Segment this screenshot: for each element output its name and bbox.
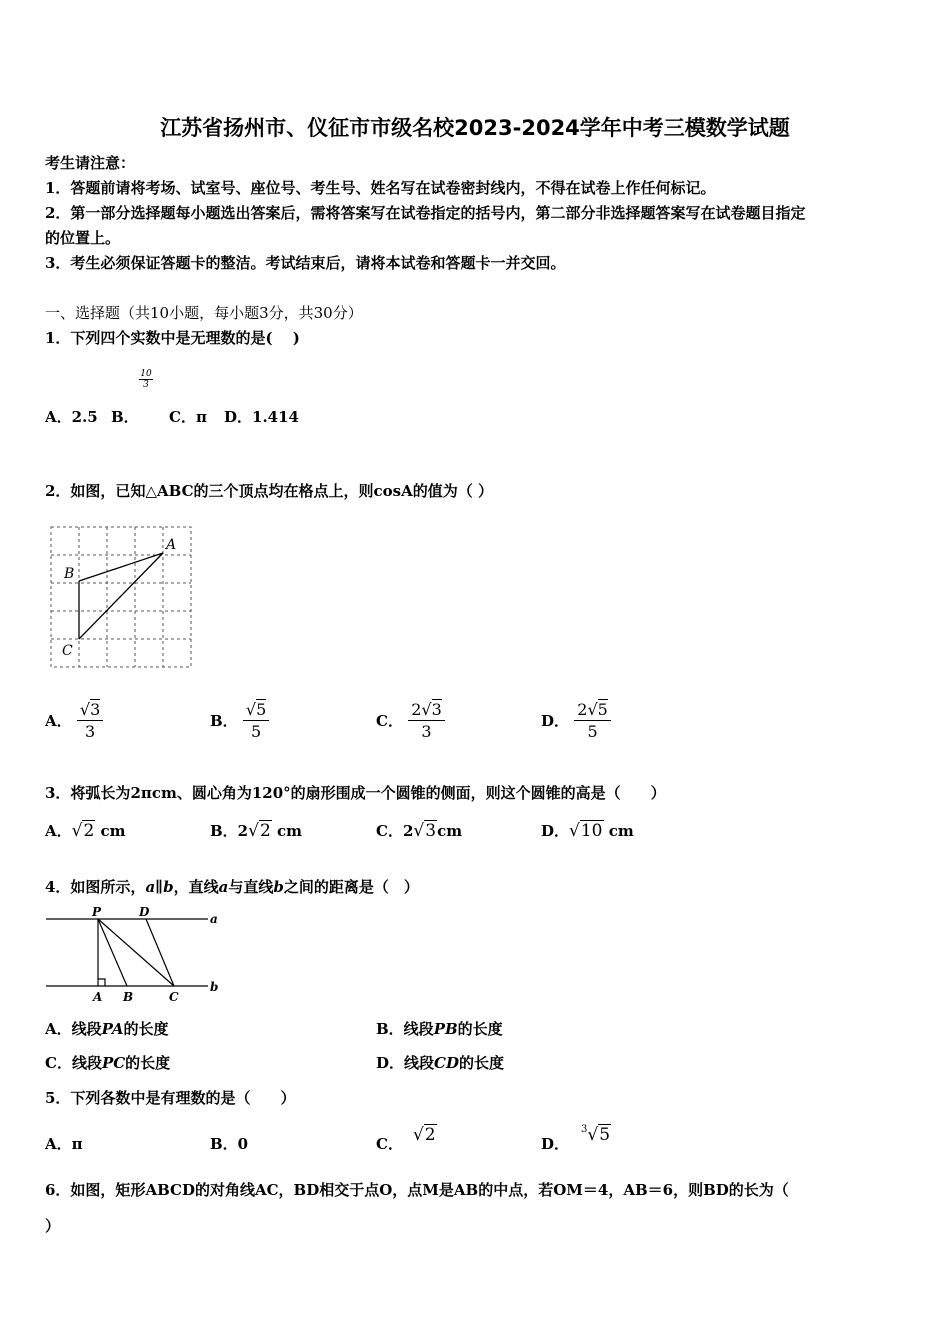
q3-option-d: D．√10 cm <box>541 821 634 841</box>
q2-option-a: A． $\frac{√3}{3}$ <box>45 700 103 741</box>
q4-label-d: D <box>139 905 150 919</box>
q2-label-c: C <box>62 643 73 659</box>
q3-option-a: A．√2 cm <box>45 821 126 841</box>
q4-label-b: B <box>123 990 134 1004</box>
q5-option-c: C． √2 <box>376 1125 436 1153</box>
notice-item-2: 2．第一部分选择题每小题选出答案后，需将答案写在试卷指定的括号内，第二部分非选择题答案写在试卷题目指定 <box>45 204 806 222</box>
q3-option-c: C．2√3cm <box>376 821 463 841</box>
notice-item-1: 1．答题前请将考场、试室号、座位号、考生号、姓名写在试卷密封线内，不得在试卷上作任何标记。 <box>45 179 716 197</box>
q2-option-b: B． $\frac{√5}{5}$ <box>210 700 269 741</box>
q4-label-line-a: a <box>210 912 218 926</box>
q1-fraction-den: 3 <box>143 380 149 390</box>
q1-fraction-num: 10 <box>140 369 152 379</box>
notice-item-2-cont: 的位置上。 <box>45 229 121 247</box>
q1-option-d: D．1.414 <box>224 408 299 426</box>
q1-option-c: C．π <box>169 408 207 426</box>
q4-label-a: A <box>93 990 103 1004</box>
q5-stem: 5．下列各数中是有理数的是（ ） <box>45 1089 296 1107</box>
section-heading: 一、选择题（共10小题，每小题3分，共30分） <box>45 304 363 322</box>
q4-option-d: D．线段CD的长度 <box>376 1054 504 1072</box>
q4-parallel-figure <box>44 903 224 1007</box>
q2-label-a: A <box>166 537 177 553</box>
q4-segment-dc <box>146 919 174 986</box>
q2-side-ca <box>79 553 163 639</box>
q6-stem: 6．如图，矩形ABCD的对角线AC，BD相交于点O，点M是AB的中点，若OM＝4，AB＝6，则BD的长为（ <box>45 1181 789 1199</box>
notice-heading: 考生请注意： <box>45 154 136 172</box>
q2-label-b: B <box>64 566 75 582</box>
q2-side-ab <box>79 553 163 581</box>
q5-option-b: B．0 <box>210 1135 249 1153</box>
q4-right-angle-mark <box>98 979 105 986</box>
q4-stem: 4．如图所示，a∥b，直线a与直线b之间的距离是（ ） <box>45 878 419 896</box>
q4-label-line-b: b <box>210 980 219 994</box>
q4-segment-pc <box>98 919 174 986</box>
q1-option-b: B． <box>111 408 139 426</box>
q2-option-d: D． $\frac{2√5}{5}$ <box>541 700 611 741</box>
q1-fraction <box>139 369 153 390</box>
q6-stem-end: ） <box>45 1217 61 1235</box>
q5-option-a: A．π <box>45 1135 83 1153</box>
q3-option-b: B．2√2 cm <box>210 821 303 841</box>
q1-stem: 1．下列四个实数中是无理数的是( ) <box>45 329 300 347</box>
q2-stem: 2．如图，已知△ABC的三个顶点均在格点上，则cosA的值为（ ） <box>45 482 493 500</box>
q2-grid-figure <box>45 522 197 672</box>
q4-option-a: A．线段PA的长度 <box>45 1020 169 1038</box>
page-title: 江苏省扬州市、仪征市市级名校2023-2024学年中考三模数学试题 <box>160 116 790 140</box>
q4-label-p: P <box>92 905 102 919</box>
q3-stem: 3．将弧长为2πcm、圆心角为120°的扇形围成一个圆锥的侧面，则这个圆锥的高是（ ） <box>45 784 666 802</box>
q4-label-c: C <box>169 990 179 1004</box>
q4-option-b: B．线段PB的长度 <box>376 1020 503 1038</box>
q5-option-d: D．$^3$√5 <box>541 1124 611 1153</box>
q4-segment-pb <box>98 919 127 986</box>
notice-item-3: 3．考生必须保证答题卡的整洁。考试结束后，请将本试卷和答题卡一并交回。 <box>45 254 566 272</box>
q2-option-c: C． $\frac{2√3}{3}$ <box>376 700 445 741</box>
q4-option-c: C．线段PC的长度 <box>45 1054 171 1072</box>
q1-option-a: A．2.5 <box>45 408 98 426</box>
